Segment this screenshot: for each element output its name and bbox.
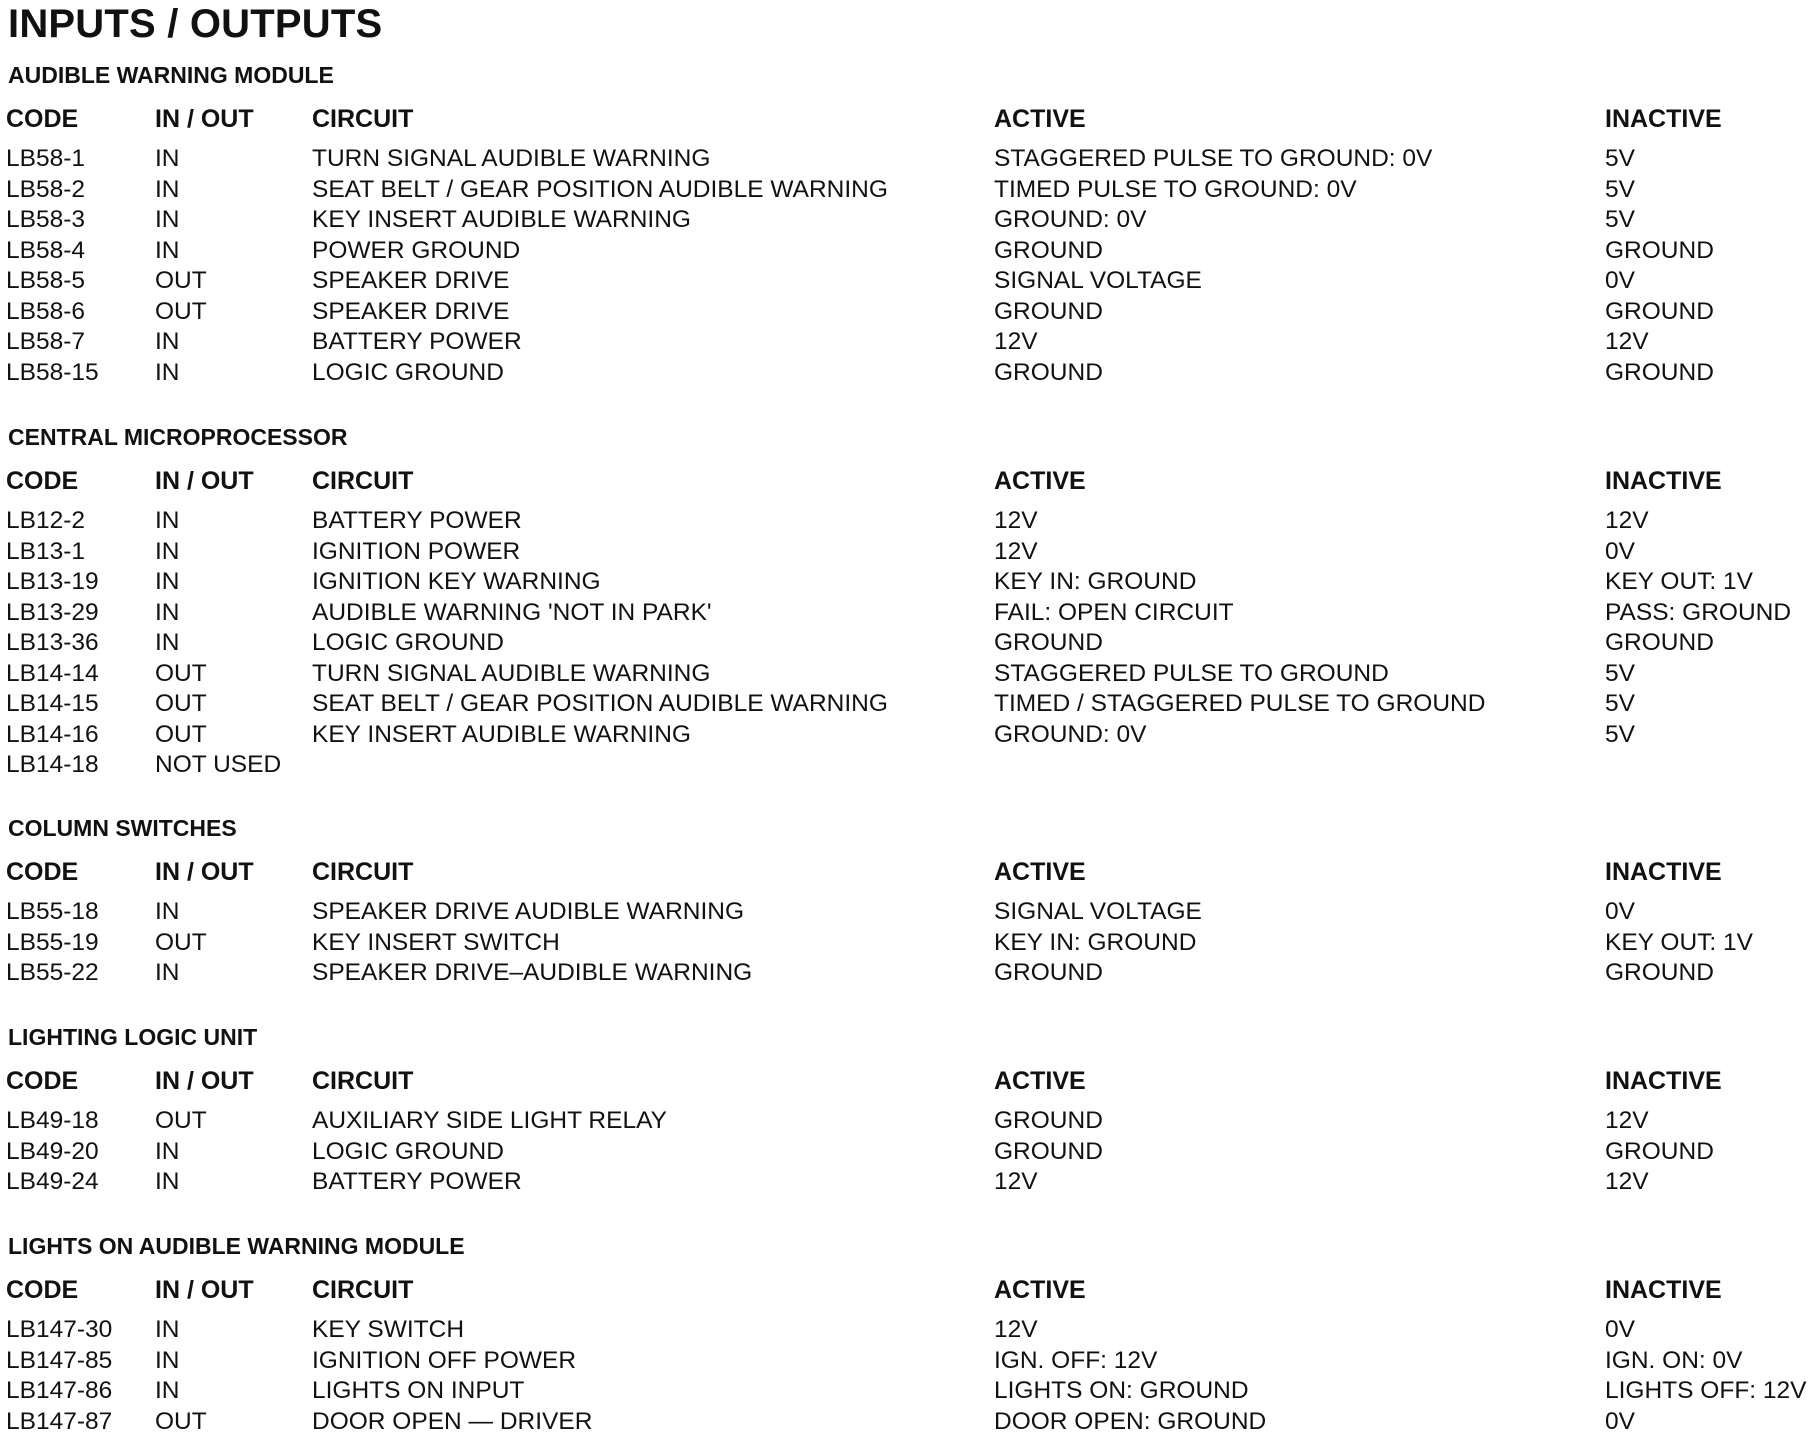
cell-inactive: 0V (1605, 1316, 1635, 1343)
table-row (0, 359, 1814, 389)
cell-io: OUT (155, 1107, 207, 1134)
table-row (0, 898, 1814, 928)
cell-inactive: 5V (1605, 175, 1635, 203)
cell-code: LB55-19 (6, 928, 99, 956)
cell-io: IN (155, 898, 180, 925)
cell-io: IN (155, 959, 180, 986)
cell-circuit: DOOR OPEN — DRIVER (312, 1407, 593, 1435)
cell-active: GROUND (994, 1107, 1103, 1134)
column-header-code: CODE (6, 1067, 79, 1095)
column-header-code: CODE (6, 105, 79, 133)
column-header-row (0, 858, 1814, 888)
cell-active: LIGHTS ON: GROUND (994, 1377, 1249, 1404)
table-row (0, 328, 1814, 358)
cell-active: KEY IN: GROUND (994, 568, 1197, 595)
cell-code: LB49-18 (6, 1107, 99, 1134)
cell-inactive: 5V (1605, 206, 1635, 233)
cell-active: TIMED PULSE TO GROUND: 0V (994, 175, 1357, 203)
cell-circuit: BATTERY POWER (312, 1168, 522, 1195)
cell-io: IN (155, 1137, 180, 1165)
cell-io: IN (155, 145, 180, 172)
cell-io: OUT (155, 1407, 207, 1435)
cell-io: IN (155, 537, 180, 565)
cell-circuit: KEY INSERT AUDIBLE WARNING (312, 720, 691, 748)
cell-code: LB58-15 (6, 358, 99, 386)
column-header-inactive: INACTIVE (1605, 105, 1722, 133)
cell-circuit: LOGIC GROUND (312, 1137, 504, 1165)
cell-io: IN (155, 1168, 180, 1195)
cell-inactive: 5V (1605, 145, 1635, 172)
cell-circuit: KEY INSERT SWITCH (312, 928, 560, 956)
column-header-inactive: INACTIVE (1605, 1067, 1722, 1095)
cell-code: LB58-4 (6, 236, 86, 264)
table-row (0, 568, 1814, 598)
column-header-circuit: CIRCUIT (312, 1067, 414, 1095)
table-row (0, 929, 1814, 959)
cell-circuit: IGNITION POWER (312, 537, 521, 565)
table-row (0, 690, 1814, 720)
cell-active: GROUND (994, 1137, 1103, 1165)
table-row (0, 1408, 1814, 1438)
cell-inactive: 12V (1605, 1107, 1649, 1134)
column-header-active: ACTIVE (994, 858, 1086, 886)
table-row (0, 1377, 1814, 1407)
cell-code: LB55-22 (6, 959, 99, 986)
cell-io: IN (155, 206, 180, 233)
cell-code: LB147-87 (6, 1407, 113, 1435)
column-header-circuit: CIRCUIT (312, 105, 414, 133)
cell-active: GROUND (994, 358, 1103, 386)
cell-code: LB49-20 (6, 1137, 99, 1165)
column-header-circuit: CIRCUIT (312, 467, 414, 495)
column-header-code: CODE (6, 467, 79, 495)
cell-active: STAGGERED PULSE TO GROUND: 0V (994, 145, 1433, 172)
column-header-active: ACTIVE (994, 105, 1086, 133)
column-header-io: IN / OUT (155, 1276, 254, 1304)
column-header-circuit: CIRCUIT (312, 858, 414, 886)
cell-inactive: GROUND (1605, 959, 1714, 986)
table-row (0, 629, 1814, 659)
section-title: COLUMN SWITCHES (8, 815, 237, 841)
cell-circuit: TURN SIGNAL AUDIBLE WARNING (312, 145, 711, 172)
cell-circuit: LOGIC GROUND (312, 629, 504, 656)
table-row (0, 176, 1814, 206)
cell-active: FAIL: OPEN CIRCUIT (994, 598, 1234, 626)
cell-active: 12V (994, 537, 1038, 565)
cell-circuit: SPEAKER DRIVE (312, 297, 510, 325)
cell-io: OUT (155, 928, 207, 956)
cell-circuit: KEY SWITCH (312, 1316, 465, 1343)
cell-io: OUT (155, 267, 207, 294)
cell-circuit: SPEAKER DRIVE–AUDIBLE WARNING (312, 959, 753, 986)
cell-code: LB55-18 (6, 898, 99, 925)
cell-code: LB12-2 (6, 507, 86, 534)
section-title: CENTRAL MICROPROCESSOR (8, 424, 348, 450)
cell-code: LB58-7 (6, 328, 86, 355)
cell-inactive: 12V (1605, 507, 1649, 534)
cell-inactive: 5V (1605, 659, 1635, 687)
column-header-row (0, 1067, 1814, 1097)
column-header-io: IN / OUT (155, 858, 254, 886)
cell-inactive: 5V (1605, 720, 1635, 748)
cell-active: KEY IN: GROUND (994, 928, 1197, 956)
cell-code: LB14-16 (6, 720, 99, 748)
cell-io: IN (155, 568, 180, 595)
section-title: AUDIBLE WARNING MODULE (8, 62, 334, 88)
cell-circuit: AUXILIARY SIDE LIGHT RELAY (312, 1107, 667, 1134)
cell-circuit: SEAT BELT / GEAR POSITION AUDIBLE WARNING (312, 690, 888, 717)
cell-code: LB14-15 (6, 690, 99, 717)
cell-active: 12V (994, 1316, 1038, 1343)
cell-code: LB13-29 (6, 598, 99, 626)
cell-active: GROUND (994, 297, 1103, 325)
cell-code: LB147-30 (6, 1316, 113, 1343)
cell-circuit: LIGHTS ON INPUT (312, 1377, 525, 1404)
cell-inactive: GROUND (1605, 358, 1714, 386)
cell-code: LB13-1 (6, 537, 86, 565)
cell-inactive: PASS: GROUND (1605, 598, 1792, 626)
cell-active: STAGGERED PULSE TO GROUND (994, 659, 1389, 687)
table-row (0, 959, 1814, 989)
cell-circuit: POWER GROUND (312, 236, 521, 264)
cell-active: TIMED / STAGGERED PULSE TO GROUND (994, 690, 1486, 717)
cell-io: IN (155, 1316, 180, 1343)
cell-code: LB58-5 (6, 267, 86, 294)
column-header-circuit: CIRCUIT (312, 1276, 414, 1304)
cell-circuit: KEY INSERT AUDIBLE WARNING (312, 206, 691, 233)
cell-inactive: KEY OUT: 1V (1605, 568, 1753, 595)
table-row (0, 751, 1814, 781)
cell-code: LB14-18 (6, 751, 99, 778)
cell-io: OUT (155, 690, 207, 717)
cell-circuit: SPEAKER DRIVE AUDIBLE WARNING (312, 898, 745, 925)
table-row (0, 1138, 1814, 1168)
table-row (0, 1347, 1814, 1377)
table-row (0, 206, 1814, 236)
cell-circuit: IGNITION KEY WARNING (312, 568, 601, 595)
column-header-io: IN / OUT (155, 467, 254, 495)
cell-inactive: GROUND (1605, 236, 1714, 264)
table-row (0, 721, 1814, 751)
cell-io: OUT (155, 659, 207, 687)
section-title: LIGHTS ON AUDIBLE WARNING MODULE (8, 1233, 465, 1259)
cell-active: 12V (994, 507, 1038, 534)
column-header-io: IN / OUT (155, 1067, 254, 1095)
cell-circuit: IGNITION OFF POWER (312, 1346, 577, 1374)
cell-circuit: BATTERY POWER (312, 328, 522, 355)
cell-inactive: 0V (1605, 267, 1635, 294)
cell-io: IN (155, 629, 180, 656)
table-row (0, 145, 1814, 175)
cell-active: SIGNAL VOLTAGE (994, 267, 1202, 294)
cell-active: GROUND (994, 629, 1103, 656)
cell-circuit: SPEAKER DRIVE (312, 267, 510, 294)
cell-inactive: 5V (1605, 690, 1635, 717)
cell-circuit: BATTERY POWER (312, 507, 522, 534)
table-row (0, 267, 1814, 297)
column-header-inactive: INACTIVE (1605, 467, 1722, 495)
column-header-active: ACTIVE (994, 467, 1086, 495)
column-header-inactive: INACTIVE (1605, 858, 1722, 886)
cell-inactive: 12V (1605, 1168, 1649, 1195)
page-title: INPUTS / OUTPUTS (8, 2, 383, 46)
cell-code: LB58-1 (6, 145, 86, 172)
cell-circuit: SEAT BELT / GEAR POSITION AUDIBLE WARNING (312, 175, 888, 203)
cell-code: LB49-24 (6, 1168, 99, 1195)
cell-inactive: GROUND (1605, 1137, 1714, 1165)
table-row (0, 599, 1814, 629)
cell-code: LB58-2 (6, 175, 86, 203)
cell-circuit: LOGIC GROUND (312, 358, 504, 386)
cell-inactive: IGN. ON: 0V (1605, 1346, 1743, 1374)
cell-active: GROUND: 0V (994, 720, 1147, 748)
cell-io: IN (155, 175, 180, 203)
cell-active: 12V (994, 328, 1038, 355)
column-header-row (0, 1276, 1814, 1306)
cell-io: IN (155, 328, 180, 355)
table-row (0, 660, 1814, 690)
cell-active: IGN. OFF: 12V (994, 1346, 1158, 1374)
cell-inactive: 0V (1605, 1407, 1635, 1435)
table-row (0, 237, 1814, 267)
cell-active: DOOR OPEN: GROUND (994, 1407, 1267, 1435)
cell-active: GROUND (994, 236, 1103, 264)
cell-io: NOT USED (155, 751, 282, 778)
cell-inactive: KEY OUT: 1V (1605, 928, 1753, 956)
cell-code: LB13-36 (6, 629, 99, 656)
cell-active: 12V (994, 1168, 1038, 1195)
column-header-active: ACTIVE (994, 1276, 1086, 1304)
cell-code: LB58-3 (6, 206, 86, 233)
cell-inactive: GROUND (1605, 629, 1714, 656)
cell-active: GROUND (994, 959, 1103, 986)
cell-code: LB13-19 (6, 568, 99, 595)
cell-io: IN (155, 1377, 180, 1404)
column-header-row (0, 105, 1814, 135)
cell-io: IN (155, 1346, 180, 1374)
cell-code: LB147-85 (6, 1346, 113, 1374)
column-header-io: IN / OUT (155, 105, 254, 133)
cell-inactive: LIGHTS OFF: 12V (1605, 1377, 1807, 1404)
cell-io: IN (155, 598, 180, 626)
cell-io: IN (155, 358, 180, 386)
column-header-code: CODE (6, 1276, 79, 1304)
cell-circuit: AUDIBLE WARNING 'NOT IN PARK' (312, 598, 712, 626)
column-header-inactive: INACTIVE (1605, 1276, 1722, 1304)
cell-io: OUT (155, 297, 207, 325)
cell-io: OUT (155, 720, 207, 748)
column-header-row (0, 467, 1814, 497)
table-row (0, 1107, 1814, 1137)
cell-inactive: 0V (1605, 898, 1635, 925)
cell-inactive: GROUND (1605, 297, 1714, 325)
column-header-active: ACTIVE (994, 1067, 1086, 1095)
table-row (0, 507, 1814, 537)
cell-code: LB14-14 (6, 659, 99, 687)
column-header-code: CODE (6, 858, 79, 886)
cell-active: GROUND: 0V (994, 206, 1147, 233)
table-row (0, 1316, 1814, 1346)
table-row (0, 1168, 1814, 1198)
cell-inactive: 0V (1605, 537, 1635, 565)
cell-io: IN (155, 236, 180, 264)
cell-inactive: 12V (1605, 328, 1649, 355)
cell-io: IN (155, 507, 180, 534)
table-row (0, 538, 1814, 568)
cell-circuit: TURN SIGNAL AUDIBLE WARNING (312, 659, 711, 687)
table-row (0, 298, 1814, 328)
cell-code: LB147-86 (6, 1377, 113, 1404)
section-title: LIGHTING LOGIC UNIT (8, 1024, 258, 1050)
cell-code: LB58-6 (6, 297, 86, 325)
cell-active: SIGNAL VOLTAGE (994, 898, 1202, 925)
